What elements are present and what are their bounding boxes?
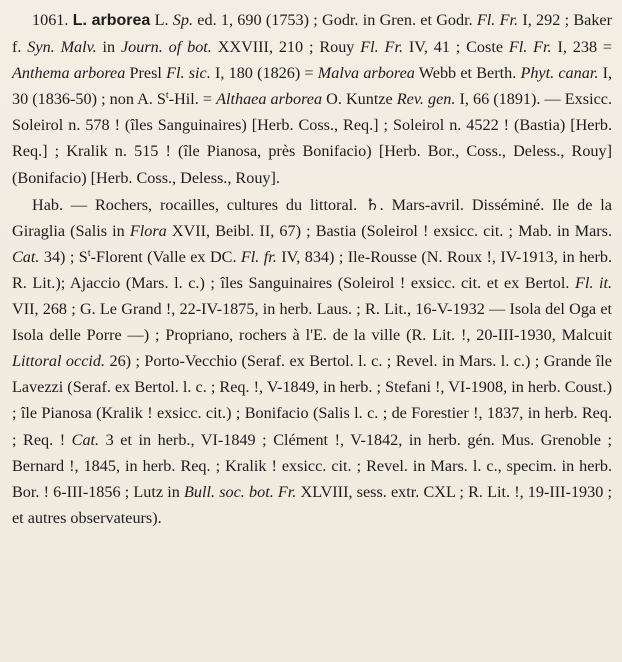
species-name — [73, 12, 151, 29]
citation-segment-text-8: XXVIII, 210 ; Rouy — [211, 38, 361, 57]
citation-segment-italic-19: Phyt. canar. — [520, 64, 599, 83]
citation-segment-text-10: IV, 41 ; Coste — [403, 38, 509, 57]
species-author: L. — [154, 11, 169, 29]
citation-segment-text-12: I, 238 = — [551, 38, 613, 57]
citation-segment-text-2: ed. 1, 690 (1753) ; Godr. in Gren. et Godr. — [193, 11, 477, 29]
citation-segment-italic-3: Fl. Fr. — [476, 11, 519, 29]
habitat-segment-italic-13: Cat. — [71, 430, 100, 449]
citation-segment-text-18: Webb et Berth. — [414, 64, 521, 83]
citation-segment-italic-11: Fl. Fr. — [508, 38, 552, 57]
citation-segment-italic-13: Anthema arborea — [12, 64, 126, 83]
habitat-segment-text-12: 26) ; Porto-Vecchio (Seraf. ex Bertol. l. c. ; Revel. in Mars. l. c.) ; Grande île Lavezzi (Seraf. ex Bertol. l. c. ; Req. !, V-1849, in herb. ; Stefani !, VI-1908, in herb. Coust.) ; île Pianosa (Kralik ! exsicc. cit.) ; Bonifacio (Salis l. c. ; de Forestier !, 1837, in herb. Req. ; Req. ! — [12, 352, 612, 449]
species-entry-paragraph — [12, 7, 612, 191]
citation-segment-text-24: O. Kuntze — [322, 90, 397, 109]
citation-segment-text-4: I, 292 ; Baker f. — [12, 11, 613, 57]
habitat-segment-italic-9: Fl. it. — [574, 273, 612, 292]
citation-segment-text-22: -Hil. = — [168, 90, 217, 109]
habitat-segment-superscript-5: t — [87, 247, 91, 259]
habitat-segment-text-10: VII, 268 ; G. Le Grand !, 22-IV-1875, in herb. Laus. ; R. Lit., 16-V-1932 — Isola del Oga et Isola delle Porre —) ; Propriano, rochers à l'E. de la ville (R. Lit. !, 20-III-1930, Malcuit — [12, 300, 612, 345]
habitat-segment-italic-1: Flora — [129, 221, 167, 240]
citation-segment-text-14: Presl — [125, 64, 167, 83]
citation-segment-italic-17: Malva arborea — [317, 64, 415, 83]
habitat-segment-italic-7: Fl. fr. — [240, 247, 277, 266]
citation-segment-italic-1: Sp. — [172, 11, 194, 29]
habitat-segment-text-8: IV, 834) ; Ile-Rousse (N. Roux !, IV-1913, in herb. R. Lit.); Ajaccio (Mars. l. c.) ; îles Sanguinaires (Soleirol ! exsicc. cit. et ex Bertol. — [12, 247, 613, 292]
species-epithet: arborea — [91, 12, 151, 29]
citation-segment-italic-23: Althaea arborea — [216, 90, 323, 109]
habitat-segment-text-6: -Florent (Valle ex DC. — [90, 247, 241, 266]
habitat-segment-text-0: Hab. — Rochers, rocailles, cultures du littoral. ♄. Mars-avril. Disséminé. Ile de la Giraglia (Salis in — [12, 195, 612, 240]
habitat-segment-text-4: 34) ; S — [39, 247, 88, 266]
habitat-segment-italic-11: Littoral occid. — [12, 352, 106, 371]
habitat-paragraph — [12, 192, 612, 531]
habitat-segment-italic-15: Bull. soc. bot. Fr. — [184, 482, 297, 501]
habitat-segment-text-14: 3 et in herb., VI-1849 ; Clément !, V-1842, in herb. gén. Mus. Grenoble ; Bernard !, 1845, in herb. Req. ; Kralik ! exsicc. cit. ; Revel. in Mars. l. c., specim. in herb. Bor. ! 6-III-1856 ; Lutz in — [12, 430, 612, 501]
citation-segment-italic-5: Syn. Malv. — [27, 38, 97, 57]
citation-segment-text-16: I, 180 (1826) = — [210, 64, 318, 83]
habitat-segment-text-2: XVII, Beibl. II, 67) ; Bastia (Soleirol ! exsicc. cit. ; Mab. in Mars. — [166, 221, 613, 240]
citation-segment-italic-15: Fl. sic. — [166, 64, 211, 83]
citation-segment-text-6: in — [96, 38, 121, 57]
habitat-segment-italic-3: Cat. — [12, 247, 40, 266]
citation-segment-italic-9: Fl. Fr. — [360, 38, 403, 57]
genus-abbreviation: L. — [72, 12, 87, 29]
citation-segment-superscript-21: t — [165, 90, 169, 102]
entry-number: 1061. — [32, 11, 69, 29]
habitat-segment-text-16: XLVIII, sess. extr. CXL ; R. Lit. !, 19-III-1930 ; et autres observateurs). — [12, 482, 612, 527]
citation-segment-italic-25: Rev. gen. — [396, 90, 456, 109]
citation-segment-italic-7: Journ. of bot. — [121, 38, 212, 57]
synonymy-citations — [12, 11, 612, 187]
citation-segment-text-26: I, 66 (1891). — Exsicc. Soleirol n. 578 ! (îles Sanguinaires) [Herb. Coss., Req.] ; Soleirol n. 4522 ! (Bastia) [Herb. Req.] ; Kralik n. 515 ! (île Pianosa, près Bonifacio) [Herb. Bor., Coss., Deless., Rouy] (Bonifacio) [Herb. Coss., Deless., Rouy]. — [12, 90, 612, 187]
citation-segment-text-20: I, 30 (1836-50) ; non A. S — [12, 64, 613, 109]
